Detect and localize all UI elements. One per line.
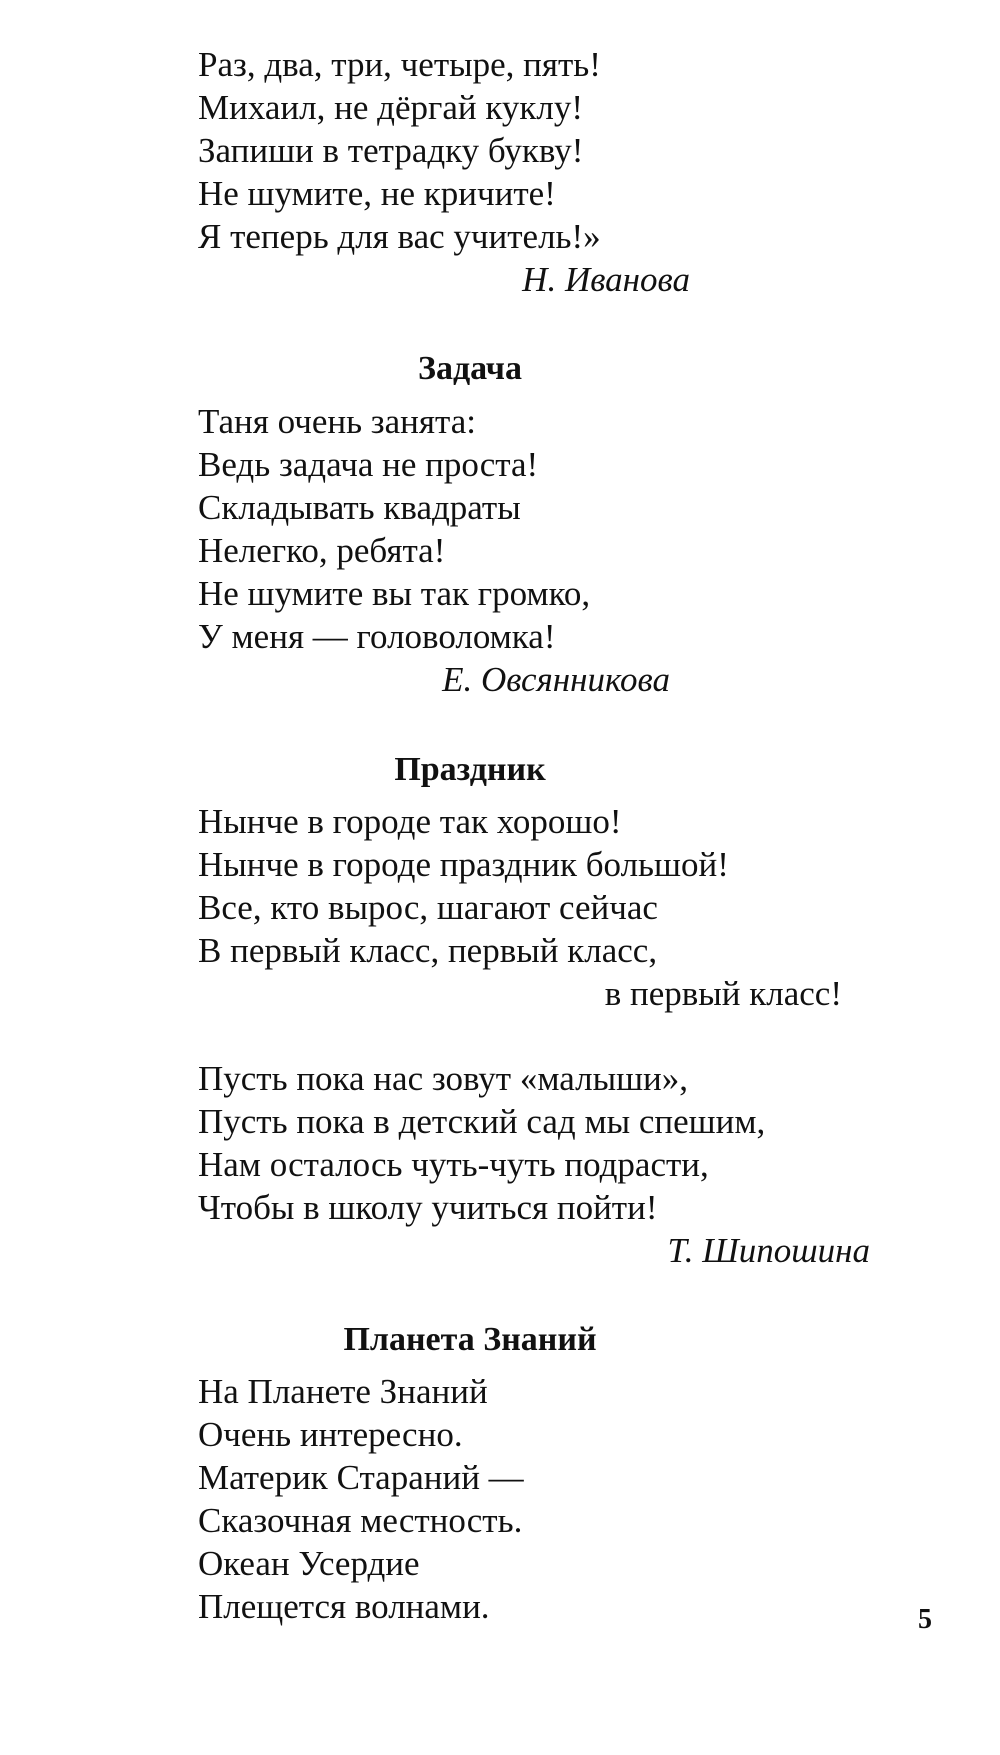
poem-title: Праздник	[394, 751, 546, 788]
poem-line: Океан Усердие	[198, 1544, 420, 1583]
poem-line: Плещется волнами.	[198, 1587, 490, 1626]
poem-line: Нынче в городе так хорошо!	[198, 802, 622, 841]
poem-line: Пусть пока нас зовут «малыши»,	[198, 1059, 689, 1098]
poem-line: Ведь задача не проста!	[198, 445, 539, 484]
poem-line: У меня — головоломка!	[198, 617, 556, 656]
poem-line: в первый класс!	[604, 974, 842, 1013]
poem-line: Не шумите вы так громко,	[198, 574, 591, 613]
poem-line: Нам осталось чуть-чуть подрасти,	[198, 1145, 709, 1184]
poem-title: Планета Знаний	[343, 1321, 597, 1358]
poem-line: Очень интересно.	[198, 1415, 463, 1454]
poem-line: На Планете Знаний	[198, 1372, 488, 1411]
poem-line: Я теперь для вас учитель!»	[198, 217, 601, 256]
poem-line: Складывать квадраты	[198, 488, 521, 527]
poem-line: Запиши в тетрадку букву!	[198, 131, 584, 170]
poem-author: Т. Шипошина	[667, 1231, 870, 1270]
poem-line: Михаил, не дёргай куклу!	[198, 88, 583, 127]
poem-line: Материк Стараний —	[198, 1458, 524, 1497]
poem-line: Чтобы в школу учиться пойти!	[198, 1188, 658, 1227]
poem-line: Не шумите, не кричите!	[198, 174, 556, 213]
poem-line: Таня очень занята:	[198, 402, 476, 441]
poem-author: Н. Иванова	[522, 260, 690, 299]
poem-line: В первый класс, первый класс,	[198, 931, 658, 970]
poem-line: Нелегко, ребята!	[198, 531, 446, 570]
poem-author: Е. Овсянникова	[442, 660, 670, 699]
poem-line: Сказочная местность.	[198, 1501, 523, 1540]
poem-line: Раз, два, три, четыре, пять!	[198, 45, 601, 84]
page-number: 5	[918, 1604, 932, 1635]
poem-line: Нынче в городе праздник большой!	[198, 845, 729, 884]
poem-line: Все, кто вырос, шагают сейчас	[198, 888, 658, 927]
poem-line: Пусть пока в детский сад мы спешим,	[198, 1102, 766, 1141]
poem-title: Задача	[418, 350, 522, 387]
